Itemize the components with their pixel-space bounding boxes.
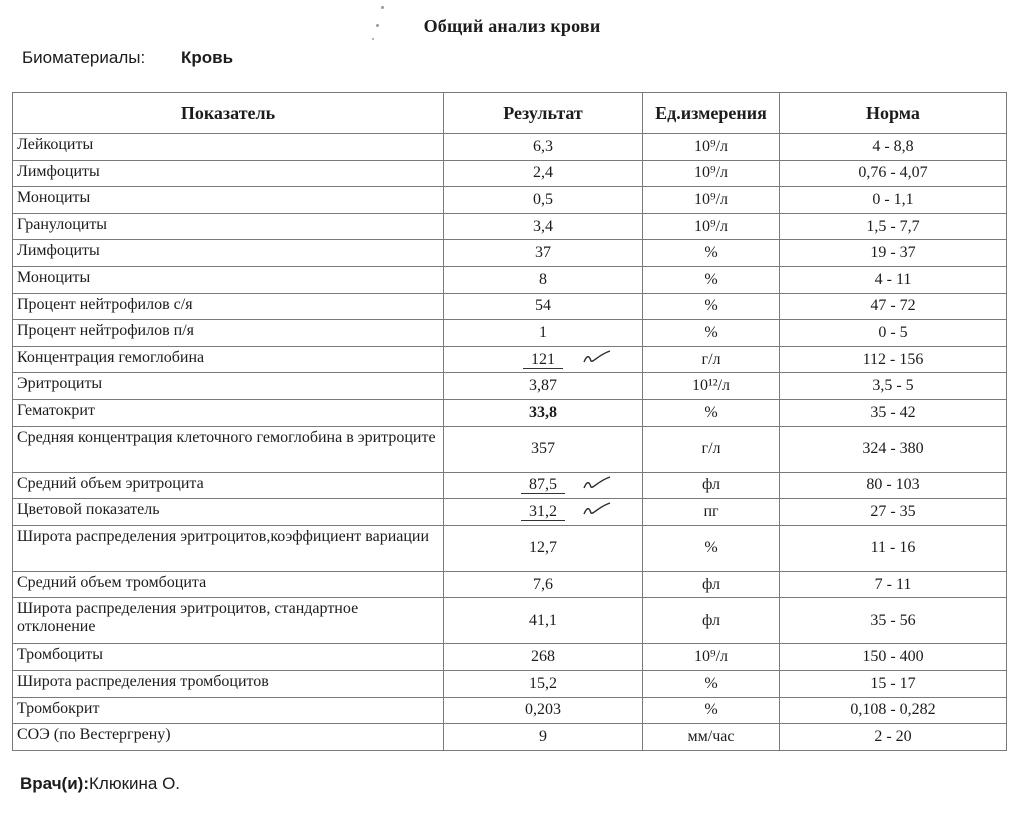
row-unit: фл: [643, 472, 780, 499]
table-row: [13, 160, 1007, 187]
row-unit: %: [643, 293, 780, 320]
row-result: 268: [444, 644, 643, 671]
row-norm: 324 - 380: [780, 426, 1007, 472]
doctor-line: [20, 774, 180, 794]
row-norm: 19 - 37: [780, 240, 1007, 267]
row-result: 3,4: [444, 213, 643, 240]
row-unit: %: [643, 670, 780, 697]
row-indicator: Процент нейтрофилов с/я: [13, 293, 444, 320]
header-norm: Норма: [780, 93, 1007, 134]
row-norm: 15 - 17: [780, 670, 1007, 697]
table-row: [13, 499, 1007, 526]
row-indicator: Средний объем тромбоцита: [13, 571, 444, 598]
header-unit: Ед.измерения: [643, 93, 780, 134]
row-result-cell: [444, 472, 643, 499]
row-unit: %: [643, 399, 780, 426]
table-row: [13, 399, 1007, 426]
row-result: 1: [444, 320, 643, 347]
row-indicator: СОЭ (по Вестергрену): [13, 724, 444, 751]
row-indicator: Широта распределения тромбоцитов: [13, 670, 444, 697]
table-row: [13, 213, 1007, 240]
row-result: 87,5: [521, 477, 565, 494]
row-unit: 10⁹/л: [643, 160, 780, 187]
row-indicator: Тромбоциты: [13, 644, 444, 671]
handwritten-check-icon: [582, 501, 612, 519]
row-norm: 47 - 72: [780, 293, 1007, 320]
row-result-cell: [444, 346, 643, 373]
table-row: [13, 670, 1007, 697]
doctor-label: Врач(и):: [20, 774, 89, 793]
row-result: 3,87: [444, 373, 643, 400]
table-row: [13, 644, 1007, 671]
row-indicator: Эритроциты: [13, 373, 444, 400]
table-row: [13, 293, 1007, 320]
row-norm: 0 - 5: [780, 320, 1007, 347]
row-result: 357: [444, 426, 643, 472]
row-unit: мм/час: [643, 724, 780, 751]
row-indicator: Моноциты: [13, 187, 444, 214]
table-row: [13, 266, 1007, 293]
scan-speck: [381, 6, 384, 9]
row-unit: пг: [643, 499, 780, 526]
table-row: [13, 373, 1007, 400]
row-norm: 0 - 1,1: [780, 187, 1007, 214]
table-row: [13, 346, 1007, 373]
row-indicator: Концентрация гемоглобина: [13, 346, 444, 373]
row-unit: г/л: [643, 346, 780, 373]
row-result-cell: [444, 499, 643, 526]
row-result: 8: [444, 266, 643, 293]
row-result: 31,2: [521, 504, 565, 521]
table-row: [13, 320, 1007, 347]
row-norm: 4 - 8,8: [780, 134, 1007, 161]
row-norm: 4 - 11: [780, 266, 1007, 293]
doctor-name: Клюкина О.: [89, 774, 181, 793]
row-unit: %: [643, 266, 780, 293]
row-unit: %: [643, 320, 780, 347]
row-norm: 11 - 16: [780, 525, 1007, 571]
row-unit: %: [643, 697, 780, 724]
table-row: [13, 571, 1007, 598]
table-row: [13, 134, 1007, 161]
table-row: [13, 525, 1007, 571]
row-result: 41,1: [444, 598, 643, 644]
row-unit: %: [643, 240, 780, 267]
row-indicator: Моноциты: [13, 266, 444, 293]
document-title: Общий анализ крови: [423, 16, 601, 36]
row-norm: 0,108 - 0,282: [780, 697, 1007, 724]
table-row: [13, 598, 1007, 644]
row-norm: 150 - 400: [780, 644, 1007, 671]
row-result: 12,7: [444, 525, 643, 571]
scan-speck: [372, 38, 374, 40]
row-result: 7,6: [444, 571, 643, 598]
row-indicator: Лимфоциты: [13, 240, 444, 267]
row-result: 0,5: [444, 187, 643, 214]
row-norm: 7 - 11: [780, 571, 1007, 598]
row-result: 0,203: [444, 697, 643, 724]
row-result: 37: [444, 240, 643, 267]
row-indicator: Средняя концентрация клеточного гемоглобина в эритроците: [13, 426, 444, 472]
row-indicator: Гранулоциты: [13, 213, 444, 240]
row-result: 6,3: [444, 134, 643, 161]
row-indicator: Тромбокрит: [13, 697, 444, 724]
table-row: [13, 697, 1007, 724]
biomaterial-value: Кровь: [181, 48, 234, 67]
table-row: [13, 724, 1007, 751]
row-indicator: Цветовой показатель: [13, 499, 444, 526]
row-indicator: Гематокрит: [13, 399, 444, 426]
row-indicator: Широта распределения эритроцитов, стандартное отклонение: [13, 598, 444, 644]
row-unit: 10⁹/л: [643, 213, 780, 240]
table-row: [13, 472, 1007, 499]
row-result: 54: [444, 293, 643, 320]
row-norm: 35 - 56: [780, 598, 1007, 644]
row-unit: %: [643, 525, 780, 571]
table-row: [13, 240, 1007, 267]
table-row: [13, 187, 1007, 214]
header-indicator: Показатель: [13, 93, 444, 134]
row-norm: 3,5 - 5: [780, 373, 1007, 400]
row-indicator: Процент нейтрофилов п/я: [13, 320, 444, 347]
biomaterial-label: Биоматериалы:: [22, 48, 146, 67]
table-row: [13, 426, 1007, 472]
row-result: 2,4: [444, 160, 643, 187]
row-result: 33,8: [444, 399, 643, 426]
row-norm: 112 - 156: [780, 346, 1007, 373]
row-norm: 0,76 - 4,07: [780, 160, 1007, 187]
row-indicator: Широта распределения эритроцитов,коэффициент вариации: [13, 525, 444, 571]
row-norm: 27 - 35: [780, 499, 1007, 526]
row-result: 9: [444, 724, 643, 751]
row-unit: фл: [643, 598, 780, 644]
blood-test-table: [12, 92, 1007, 751]
handwritten-check-icon: [582, 349, 612, 367]
row-indicator: Лимфоциты: [13, 160, 444, 187]
row-norm: 35 - 42: [780, 399, 1007, 426]
row-unit: 10⁹/л: [643, 644, 780, 671]
row-result: 15,2: [444, 670, 643, 697]
row-unit: 10⁹/л: [643, 187, 780, 214]
row-indicator: Средний объем эритроцита: [13, 472, 444, 499]
row-result: 121: [523, 352, 563, 369]
row-norm: 2 - 20: [780, 724, 1007, 751]
row-unit: фл: [643, 571, 780, 598]
row-norm: 80 - 103: [780, 472, 1007, 499]
row-unit: г/л: [643, 426, 780, 472]
row-unit: 10⁹/л: [643, 134, 780, 161]
row-norm: 1,5 - 7,7: [780, 213, 1007, 240]
header-result: Результат: [444, 93, 643, 134]
handwritten-check-icon: [582, 475, 612, 493]
table-header-row: [13, 93, 1007, 134]
row-indicator: Лейкоциты: [13, 134, 444, 161]
row-unit: 10¹²/л: [643, 373, 780, 400]
